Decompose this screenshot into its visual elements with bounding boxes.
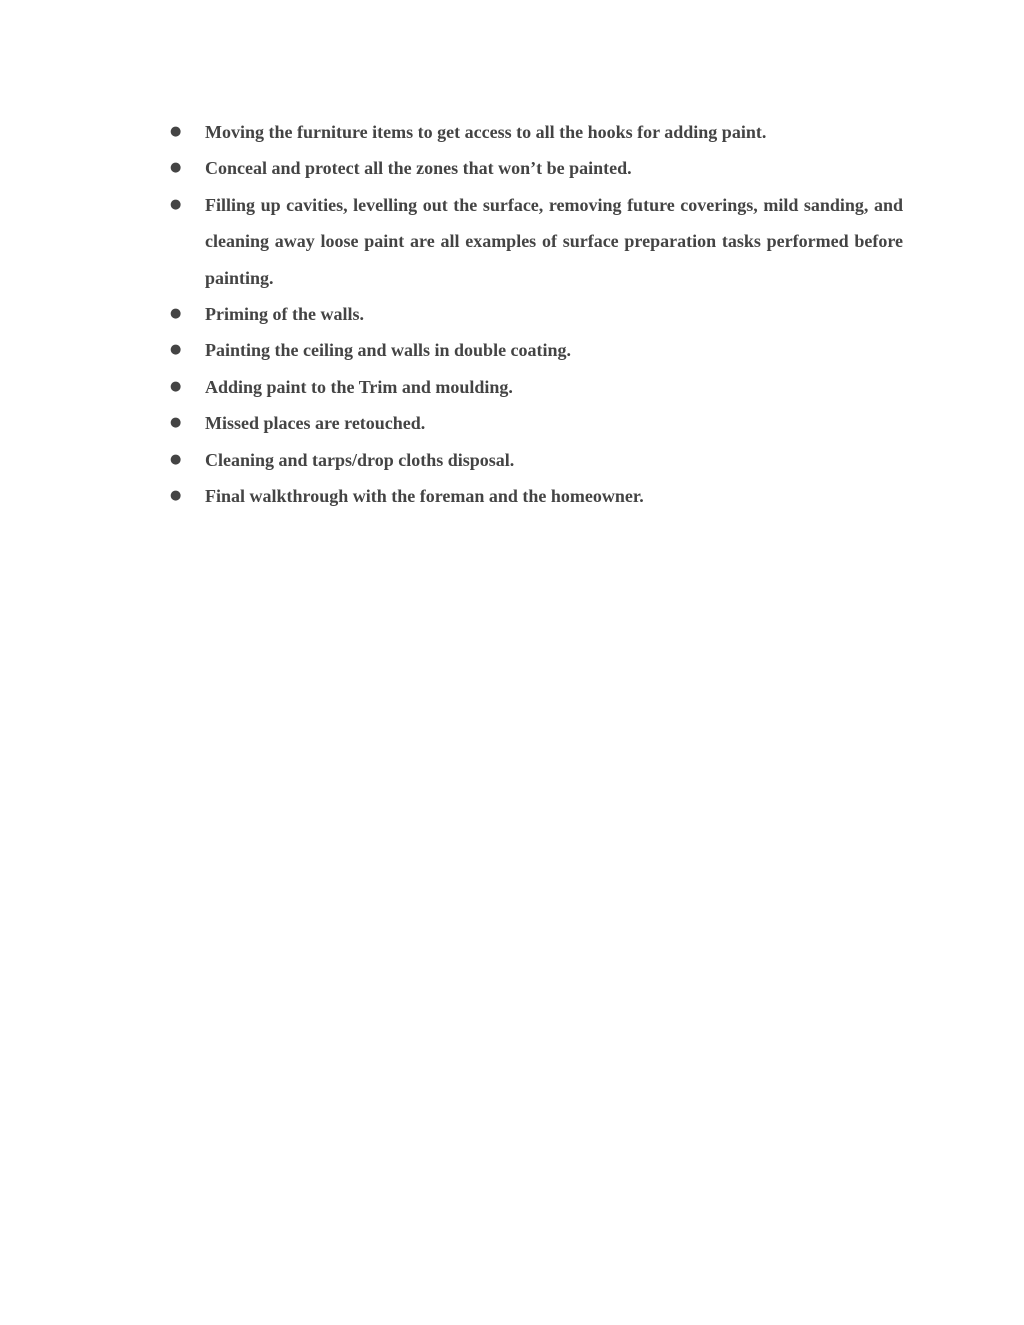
list-item	[170, 114, 903, 150]
list-item-text: Final walkthrough with the foreman and the homeowner.	[205, 486, 644, 507]
list-item	[170, 187, 903, 296]
list-item	[170, 478, 903, 514]
list-item	[170, 296, 903, 332]
list-item-text: Moving the furniture items to get access to all the hooks for adding paint.	[205, 122, 767, 142]
bullet-icon: ●	[170, 488, 182, 504]
bullet-icon: ●	[170, 451, 182, 467]
list-item-text: Conceal and protect all the zones that won’t be painted.	[205, 158, 632, 179]
list-item-text: Adding paint to the Trim and moulding.	[205, 376, 513, 397]
list-item-text: Priming of the walls.	[205, 304, 364, 325]
list-item	[170, 332, 903, 368]
list-item-text: Cleaning and tarps/drop cloths disposal.	[205, 449, 515, 470]
task-list	[170, 114, 903, 514]
list-item-text: Painting the ceiling and walls in double coating.	[205, 340, 572, 361]
bullet-icon: ●	[170, 196, 182, 212]
list-item-text: Filling up cavities, levelling out the surface, removing future coverings, mild sanding, and cleaning away loose paint are all examples of surface preparation tasks performed before painting.	[205, 194, 903, 288]
bullet-icon: ●	[170, 342, 182, 358]
bullet-icon: ●	[170, 124, 182, 139]
list-item	[170, 405, 903, 441]
list-item-text: Missed places are retouched.	[205, 413, 426, 434]
bullet-icon: ●	[170, 415, 182, 431]
list-item	[170, 369, 903, 405]
bullet-icon: ●	[170, 160, 182, 176]
list-item	[170, 150, 903, 186]
list-item	[170, 442, 903, 478]
bullet-icon: ●	[170, 306, 182, 322]
bullet-icon: ●	[170, 378, 182, 394]
